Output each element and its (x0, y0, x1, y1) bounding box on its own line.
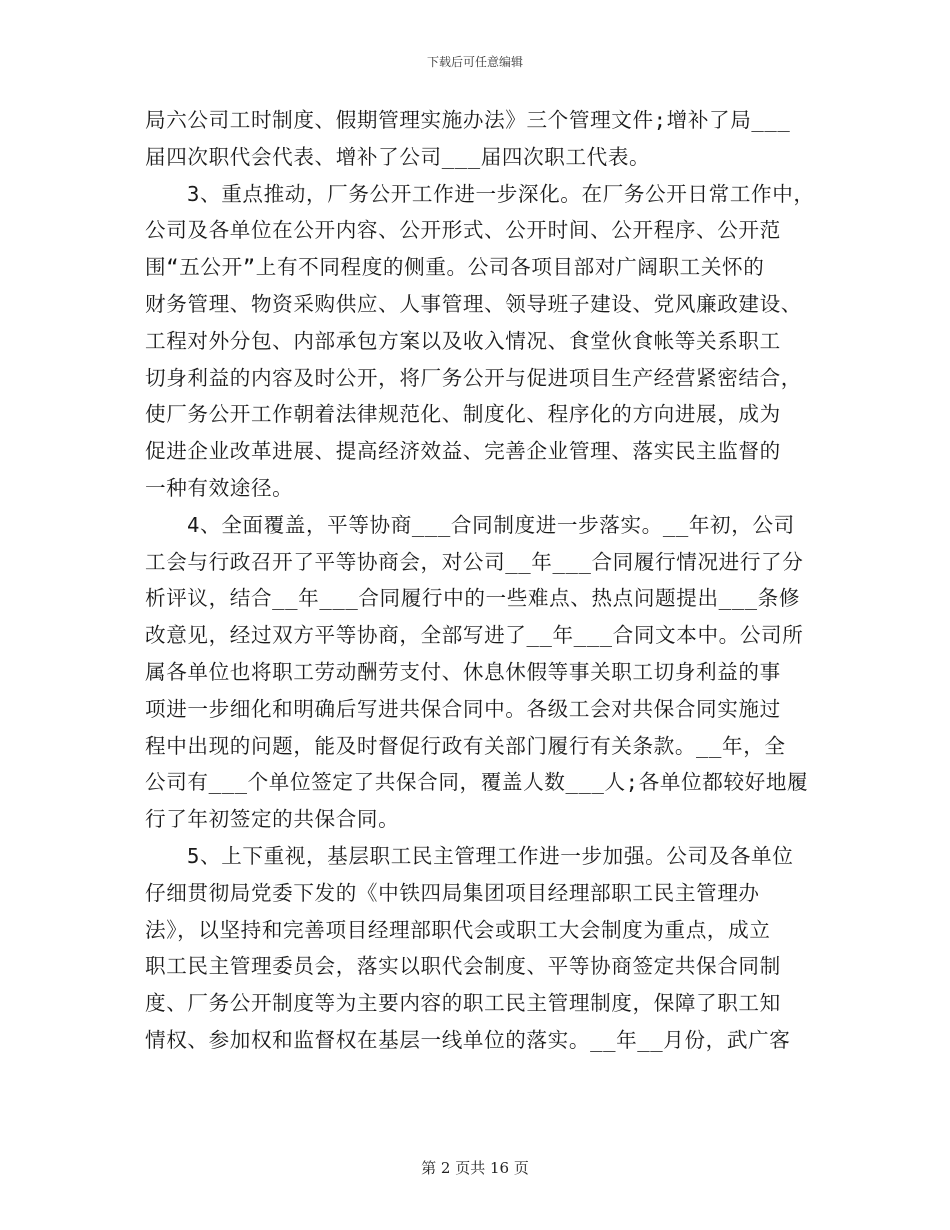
text-line: 项进一步细化和明确后写进共保合同中。各级工会对共保合同实施过 (145, 696, 781, 721)
page-number: 第 2 页共 16 页 (421, 1159, 529, 1177)
paragraph-3-start: 3、重点推动，厂务公开工作进一步深化。在厂务公开日常工作中， (187, 181, 815, 206)
paragraph-4-start: 4、全面覆盖，平等协商___合同制度进一步落实。__年初，公司 (187, 512, 795, 537)
text-line: 围“五公开”上有不同程度的侧重。公司各项目部对广阔职工关怀的 (145, 255, 765, 280)
text-line: 使厂务公开工作朝着法律规范化、制度化、程序化的方向进展，成为 (145, 402, 781, 427)
text-line: 职工民主管理委员会，落实以职代会制度、平等协商签定共保合同制 (145, 954, 781, 979)
text-line: 届四次职代会代表、增补了公司___届四次职工代表。 (145, 144, 651, 169)
text-line: 情权、参加权和监督权在基层一线单位的落实。__年__月份，武广客 (145, 1027, 791, 1052)
paragraph-5-start: 5、上下重视，基层职工民主管理工作进一步加强。公司及各单位 (187, 843, 794, 868)
text-line: 公司及各单位在公开内容、公开形式、公开时间、公开程序、公开范 (145, 218, 781, 243)
text-line: 法》，以坚持和完善项目经理部职代会或职工大会制度为重点，成立 (145, 917, 771, 942)
text-line: 财务管理、物资采购供应、人事管理、领导班子建设、党风廉政建设、 (145, 291, 803, 316)
text-line: 促进企业改革进展、提高经济效益、完善企业管理、落实民主监督的 (145, 439, 781, 464)
text-line: 度、厂务公开制度等为主要内容的职工民主管理制度，保障了职工知 (145, 991, 781, 1016)
text-line: 切身利益的内容及时公开，将厂务公开与促进项目生产经营紧密结合， (145, 365, 803, 390)
page-header-note: 下载后可任意编辑 (426, 55, 523, 69)
text-line: 改意见，经过双方平等协商，全部写进了__年___合同文本中。公司所 (145, 623, 804, 648)
document-body (145, 102, 825, 1059)
text-line: 行了年初签定的共保合同。 (145, 807, 400, 832)
text-line: 工会与行政召开了平等协商会，对公司__年___合同履行情况进行了分 (145, 549, 804, 574)
text-line: 一种有效途径。 (145, 475, 294, 500)
text-line: 工程对外分包、内部承包方案以及收入情况、食堂伙食帐等关系职工 (145, 328, 781, 353)
text-line: 仔细贯彻局党委下发的《中铁四局集团项目经理部职工民主管理办 (145, 880, 760, 905)
text-line: 公司有___个单位签定了共保合同，覆盖人数___人;各单位都较好地履 (145, 770, 809, 795)
text-line: 析评议，结合__年___合同履行中的一些难点、热点问题提出___条修 (145, 586, 801, 611)
text-line: 属各单位也将职工劳动酬劳支付、休息休假等事关职工切身利益的事 (145, 659, 781, 684)
text-line: 程中出现的问题，能及时督促行政有关部门履行有关条款。__年，全 (145, 733, 786, 758)
text-line: 局六公司工时制度、假期管理实施办法》三个管理文件;增补了局___ (145, 108, 791, 132)
